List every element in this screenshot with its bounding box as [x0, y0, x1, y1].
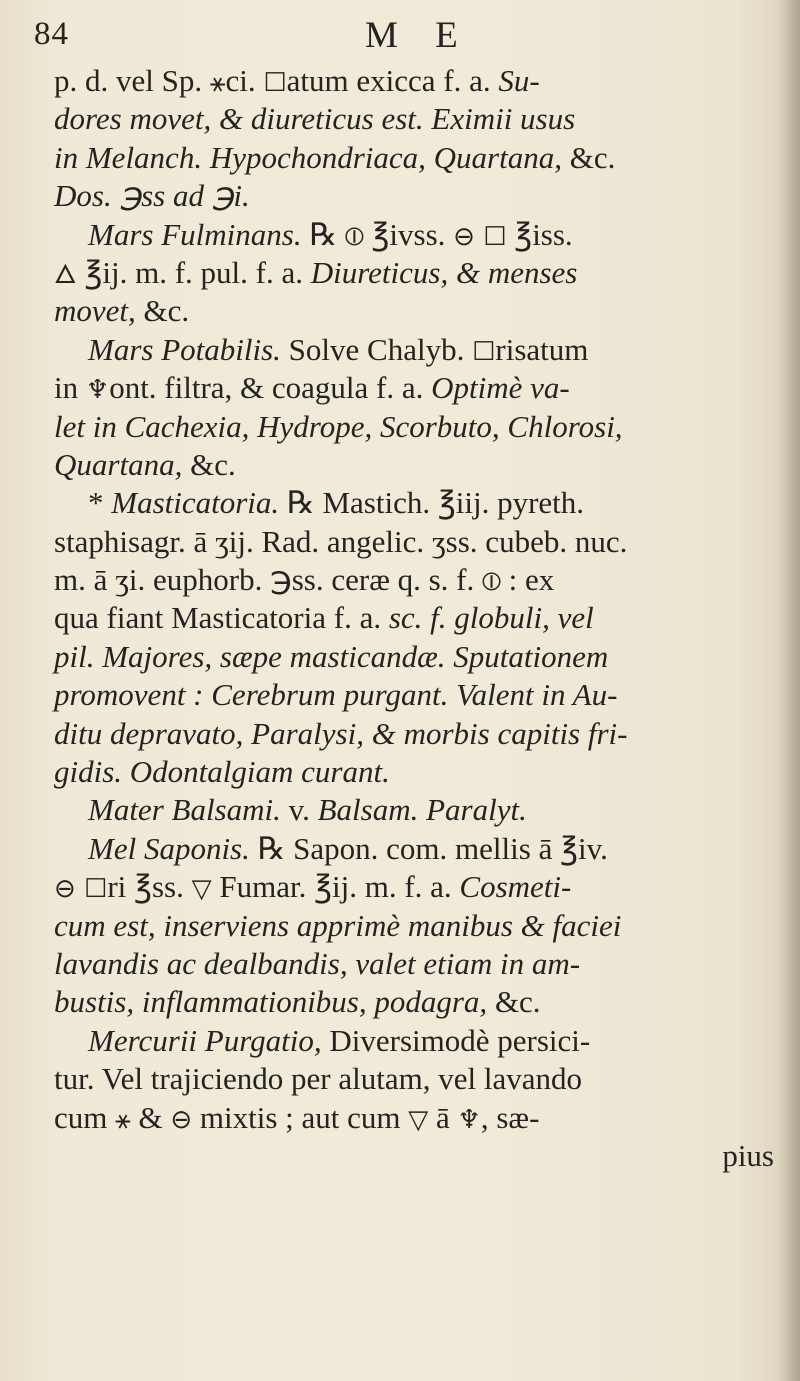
symbol-glyph: ▽ — [408, 1104, 429, 1135]
italic-text: lavandis ac dealbandis, valet etiam in am- — [54, 945, 581, 981]
italic-text: Diureticus, & menses — [310, 254, 578, 290]
text-line — [54, 446, 774, 484]
roman-text: qua fiant Masticatoria f. a. — [54, 600, 389, 636]
italic-text: cum est, inserviens apprimè manibus & faciei — [54, 907, 622, 943]
italic-text: Mercurii Purgatio, — [88, 1022, 322, 1058]
roman-text: ā — [428, 1099, 458, 1135]
italic-text: Su- — [498, 63, 540, 98]
text-line — [54, 331, 774, 369]
roman-text: & — [130, 1099, 171, 1135]
italic-text: Mater Balsami. — [88, 792, 281, 828]
roman-text: cum — [54, 1099, 116, 1135]
symbol-glyph: ⊖ ☐ — [453, 221, 507, 252]
symbol-glyph: ⚹ — [115, 1104, 131, 1135]
text-line — [54, 945, 774, 983]
italic-text: Optimè va- — [431, 370, 570, 406]
italic-text: Quartana, — [54, 446, 183, 482]
roman-text: v. — [280, 792, 318, 828]
italic-text: movet, — [54, 293, 136, 329]
symbol-glyph: ⦶ — [482, 567, 501, 598]
roman-text: in — [54, 370, 86, 406]
text-line — [54, 907, 774, 945]
roman-text: : ex — [500, 562, 555, 598]
roman-text: * — [88, 485, 112, 521]
roman-text: ℞ Sapon. com. mellis ā ℥iv. — [249, 830, 608, 866]
symbol-glyph: ⊖ — [170, 1104, 193, 1135]
symbol-glyph: 🜂 — [54, 259, 77, 290]
roman-text: Solve Chalyb. — [280, 331, 473, 367]
roman-text: , sæ- — [480, 1099, 540, 1135]
symbol-glyph: ♆ — [457, 1104, 481, 1135]
italic-text: Mars Potabilis. — [88, 331, 281, 367]
roman-text: ℞ — [301, 216, 345, 252]
roman-text: m. ā ʒi. euphorb. ℈ss. ceræ q. s. f. — [54, 562, 483, 598]
roman-text: ℥ij. m. f. pul. f. a. — [76, 254, 311, 290]
text-line — [54, 868, 774, 906]
italic-text: dores movet, & diureticus est. Eximii usus — [54, 101, 576, 137]
text-line — [54, 216, 774, 254]
text-line — [54, 408, 774, 446]
page-header — [0, 14, 800, 58]
roman-text: &c. — [487, 984, 541, 1020]
text-line — [54, 638, 774, 676]
symbol-glyph: ☐ — [472, 336, 496, 367]
roman-text: &c. — [135, 293, 190, 329]
roman-text: ℞ Mastich. ℥iij. pyreth. — [279, 485, 585, 521]
symbol-glyph: ⦶ — [344, 221, 364, 252]
text-line — [54, 254, 774, 292]
text-line — [54, 523, 774, 561]
italic-text: Cosmeti- — [459, 869, 572, 905]
roman-text: risatum — [495, 331, 589, 367]
italic-text: Mars Fulminans. — [88, 216, 302, 252]
text-line — [54, 139, 774, 177]
roman-text: pius — [722, 1137, 774, 1173]
symbol-glyph: ⚹ — [209, 68, 226, 98]
symbol-glyph: ☐ — [263, 68, 287, 98]
roman-text: &c. — [182, 446, 236, 482]
roman-text: ri ℥ss. — [107, 869, 192, 905]
text-line — [54, 1022, 774, 1060]
page-edge-shadow — [778, 0, 800, 1381]
italic-text: ditu depravato, Paralysi, & morbis capitis fri- — [54, 715, 628, 751]
text-line — [54, 369, 774, 407]
roman-text: tur. Vel trajiciendo per alutam, vel lavando — [54, 1061, 582, 1097]
roman-text: staphisagr. ā ʒij. Rad. angelic. ʒss. cubeb. nuc. — [54, 523, 628, 559]
roman-text: p. d. vel Sp. — [54, 63, 210, 98]
italic-text: Masticatoria. — [111, 485, 280, 521]
text-line — [54, 599, 774, 637]
text-line — [54, 753, 774, 791]
italic-text: bustis, inflammationibus, podagra, — [54, 984, 488, 1020]
italic-text: let in Cachexia, Hydrope, Scorbuto, Chlorosi, — [54, 408, 623, 444]
text-line — [54, 676, 774, 714]
italic-text: Mel Saponis. — [88, 830, 250, 866]
italic-text: in Melanch. Hypochondriaca, Quartana, — [54, 139, 570, 175]
symbol-glyph: ♆ — [85, 375, 110, 406]
text-line — [54, 561, 774, 599]
italic-text: promovent : Cerebrum purgant. Valent in Au- — [54, 677, 618, 713]
roman-text: ℥iss. — [506, 216, 573, 252]
italic-text: Balsam. Paralyt. — [317, 792, 527, 828]
symbol-glyph: ⊖ ☐ — [54, 874, 108, 905]
italic-text: pil. Majores, sæpe masticandæ. Sputationem — [54, 638, 609, 674]
italic-text: Dos. ℈ss ad ℈i. — [54, 178, 250, 214]
roman-text: mixtis ; aut cum — [192, 1099, 409, 1135]
text-line — [54, 177, 774, 215]
roman-text: atum exicca f. a. — [286, 63, 499, 98]
roman-text: ci. — [225, 63, 264, 98]
roman-text: Diversimodè persici- — [321, 1022, 591, 1058]
page-number: 84 — [34, 16, 69, 52]
roman-text: ont. filtra, & coagula f. a. — [109, 370, 432, 406]
italic-text: sc. f. globuli, vel — [388, 600, 594, 636]
italic-text: gidis. Odontalgiam curant. — [54, 754, 390, 790]
text-line — [54, 292, 774, 330]
text-line — [54, 100, 774, 138]
text-line — [54, 62, 774, 100]
text-line — [54, 484, 774, 522]
roman-text: ℥ivss. — [363, 216, 454, 252]
text-line — [54, 791, 774, 829]
text-line — [54, 1099, 774, 1137]
text-line — [54, 1060, 774, 1098]
text-line — [54, 715, 774, 753]
text-line — [54, 830, 774, 868]
running-head: M E — [365, 15, 472, 56]
text-line — [54, 1137, 774, 1175]
symbol-glyph: ▽ — [191, 874, 212, 905]
roman-text: &c. — [569, 139, 616, 175]
roman-text: Fumar. ℥ij. m. f. a. — [211, 869, 460, 905]
body-text — [54, 62, 774, 1175]
text-line — [54, 983, 774, 1021]
